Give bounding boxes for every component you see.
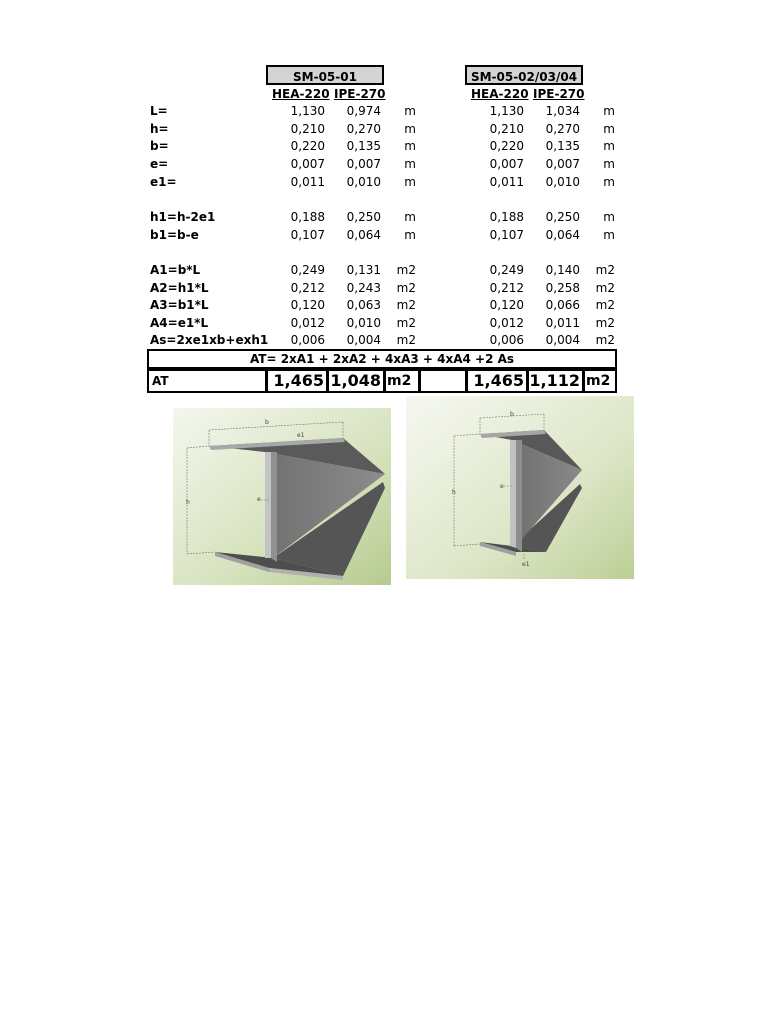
column-header-hea220-s1: HEA-220 [272,87,330,101]
table-row [0,138,768,155]
dim-label-h: h [186,499,190,506]
value-s2-hea: 0,212 [489,281,524,295]
row-label: As=2xe1xb+exh1 [150,333,269,347]
unit-s2: m2 [595,316,615,330]
value-s1-hea: 0,006 [290,333,325,347]
section-title-sm-05-02: SM-05-02/03/04 [465,65,583,85]
row-label: A1=b*L [150,263,201,277]
ipe-beam-figure [406,396,634,579]
value-s1-hea: 0,220 [290,139,325,153]
value-s2-hea: 0,007 [489,157,524,171]
unit-s1: m [404,122,416,136]
table-row [0,156,768,173]
total-s2-unit: m2 [583,369,617,393]
unit-s1: m [404,210,416,224]
unit-s1: m2 [396,316,416,330]
value-s1-hea: 0,212 [290,281,325,295]
unit-s1: m2 [396,281,416,295]
value-s1-hea: 0,007 [290,157,325,171]
column-header-ipe270-s2: IPE-270 [533,87,585,101]
row-label: b1=b-e [150,228,199,242]
value-s2-hea: 0,012 [489,316,524,330]
unit-s1: m [404,157,416,171]
table-row [0,297,768,314]
unit-s1: m2 [396,263,416,277]
value-s1-ipe: 0,243 [346,281,381,295]
unit-s1: m [404,139,416,153]
formula-row: AT= 2xA1 + 2xA2 + 4xA3 + 4xA4 +2 As [147,349,617,369]
total-s1-hea: 1,465 [266,369,328,393]
unit-s2: m [603,104,615,118]
table-row [0,315,768,332]
value-s1-ipe: 0,270 [346,122,381,136]
unit-s2: m2 [595,298,615,312]
table-row [0,280,768,297]
unit-s1: m [404,175,416,189]
table-row [0,262,768,279]
unit-s2: m [603,228,615,242]
value-s1-hea: 0,249 [290,263,325,277]
value-s1-ipe: 0,250 [346,210,381,224]
row-label: L= [150,104,168,118]
table-row [0,332,768,349]
value-s2-hea: 0,188 [489,210,524,224]
value-s2-hea: 0,220 [489,139,524,153]
column-header-ipe270-s1: IPE-270 [334,87,386,101]
unit-s2: m [603,157,615,171]
value-s2-hea: 0,120 [489,298,524,312]
row-label: b= [150,139,169,153]
value-s2-ipe: 1,034 [545,104,580,118]
value-s2-ipe: 0,007 [545,157,580,171]
hea-beam-figure [173,408,391,585]
table-row [0,121,768,138]
value-s2-ipe: 0,010 [545,175,580,189]
value-s2-ipe: 0,066 [545,298,580,312]
total-s2-hea: 1,465 [466,369,528,393]
total-s1-unit: m2 [384,369,420,393]
total-s2-ipe: 1,112 [527,369,584,393]
value-s2-hea: 0,210 [489,122,524,136]
value-s2-ipe: 0,004 [545,333,580,347]
total-s1-ipe: 1,048 [327,369,385,393]
unit-s1: m2 [396,333,416,347]
value-s2-ipe: 0,135 [545,139,580,153]
column-header-hea220-s2: HEA-220 [471,87,529,101]
dim-label-e: e [257,496,261,503]
value-s1-ipe: 0,135 [346,139,381,153]
dim-label-b: b [265,419,269,426]
row-label: h1=h-2e1 [150,210,216,224]
unit-s1: m [404,228,416,242]
value-s1-hea: 0,188 [290,210,325,224]
row-label: A2=h1*L [150,281,209,295]
value-s2-hea: 0,006 [489,333,524,347]
row-label: A4=e1*L [150,316,209,330]
value-s1-ipe: 0,974 [346,104,381,118]
value-s1-hea: 0,107 [290,228,325,242]
total-spacer [419,369,467,393]
table-row [0,227,768,244]
dim-label-e1: e1 [522,561,530,568]
row-label: e= [150,157,169,171]
row-label: A3=b1*L [150,298,209,312]
total-label: AT [147,369,267,393]
value-s2-hea: 1,130 [489,104,524,118]
value-s1-hea: 0,210 [290,122,325,136]
unit-s1: m2 [396,298,416,312]
value-s2-hea: 0,011 [489,175,524,189]
value-s2-ipe: 0,064 [545,228,580,242]
value-s2-hea: 0,249 [489,263,524,277]
value-s1-ipe: 0,010 [346,175,381,189]
unit-s2: m2 [595,263,615,277]
section-title-sm-05-01: SM-05-01 [266,65,384,85]
value-s2-ipe: 0,258 [545,281,580,295]
row-label: h= [150,122,169,136]
unit-s2: m [603,139,615,153]
value-s2-ipe: 0,250 [545,210,580,224]
unit-s2: m [603,210,615,224]
unit-s2: m [603,175,615,189]
value-s1-hea: 1,130 [290,104,325,118]
value-s1-hea: 0,012 [290,316,325,330]
dim-label-e1: e1 [297,432,305,439]
value-s1-ipe: 0,007 [346,157,381,171]
dim-label-h: h [452,489,456,496]
value-s2-ipe: 0,011 [545,316,580,330]
value-s2-hea: 0,107 [489,228,524,242]
value-s1-hea: 0,011 [290,175,325,189]
value-s1-hea: 0,120 [290,298,325,312]
table-row [0,174,768,191]
value-s2-ipe: 0,270 [545,122,580,136]
table-row [0,209,768,226]
table-row [0,103,768,120]
value-s1-ipe: 0,064 [346,228,381,242]
unit-s2: m2 [595,281,615,295]
unit-s2: m2 [595,333,615,347]
unit-s1: m [404,104,416,118]
value-s1-ipe: 0,063 [346,298,381,312]
value-s1-ipe: 0,010 [346,316,381,330]
dim-label-b: b [510,411,514,418]
unit-s2: m [603,122,615,136]
value-s1-ipe: 0,004 [346,333,381,347]
row-label: e1= [150,175,177,189]
dim-label-e: e [500,483,504,490]
value-s1-ipe: 0,131 [346,263,381,277]
value-s2-ipe: 0,140 [545,263,580,277]
